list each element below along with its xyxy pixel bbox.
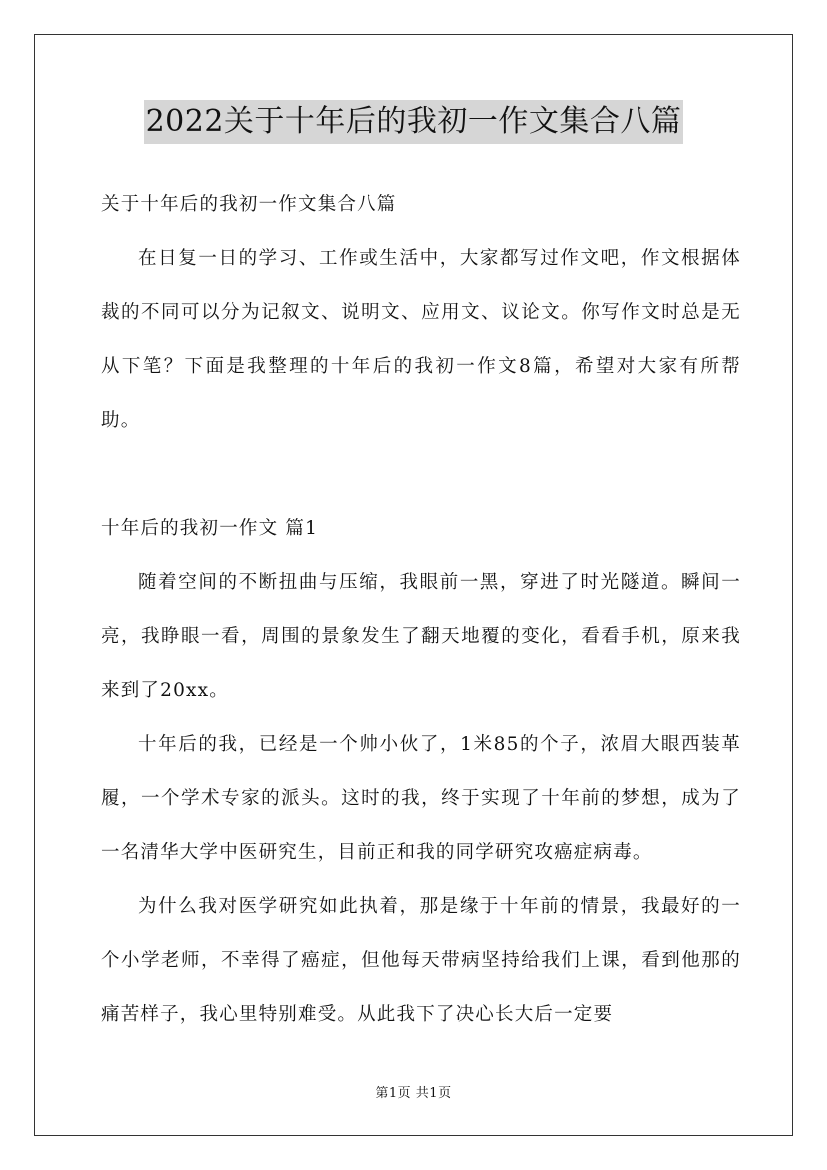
document-title: 2022关于十年后的我初一作文集合八篇 [144,100,684,144]
section-spacer [101,448,741,502]
intro-paragraph: 在日复一日的学习、工作或生活中，大家都写过作文吧，作文根据体裁的不同可以分为记叙文、说明文、应用文、议论文。你写作文时总是无从下笔？下面是我整理的十年后的我初一作文8篇，希望对大家有所帮助。 [101,248,741,431]
section-heading: 十年后的我初一作文 篇1 [101,518,319,539]
body-paragraph: 随着空间的不断扭曲与压缩，我眼前一黑，穿进了时光隧道。瞬间一亮，我睁眼一看，周围的景象发生了翻天地覆的变化，看看手机，原来我来到了20xx。 [101,572,741,701]
body-paragraph: 为什么我对医学研究如此执着，那是缘于十年前的情景，我最好的一个小学老师，不幸得了癌症，但他每天带病坚持给我们上课，看到他那的痛苦样子，我心里特别难受。从此我下了决心长大后一定要 [101,896,741,1025]
document-body [101,178,741,1042]
body-paragraph: 十年后的我，已经是一个帅小伙了，1米85的个子，浓眉大眼西装革履，一个学术专家的派头。这时的我，终于实现了十年前的梦想，成为了一名清华大学中医研究生，目前正和我的同学研究攻癌症病毒。 [101,734,741,863]
page-number-footer: 第1页 共1页 [375,1086,452,1101]
title-container [0,100,827,144]
document-subtitle: 关于十年后的我初一作文集合八篇 [101,194,397,215]
